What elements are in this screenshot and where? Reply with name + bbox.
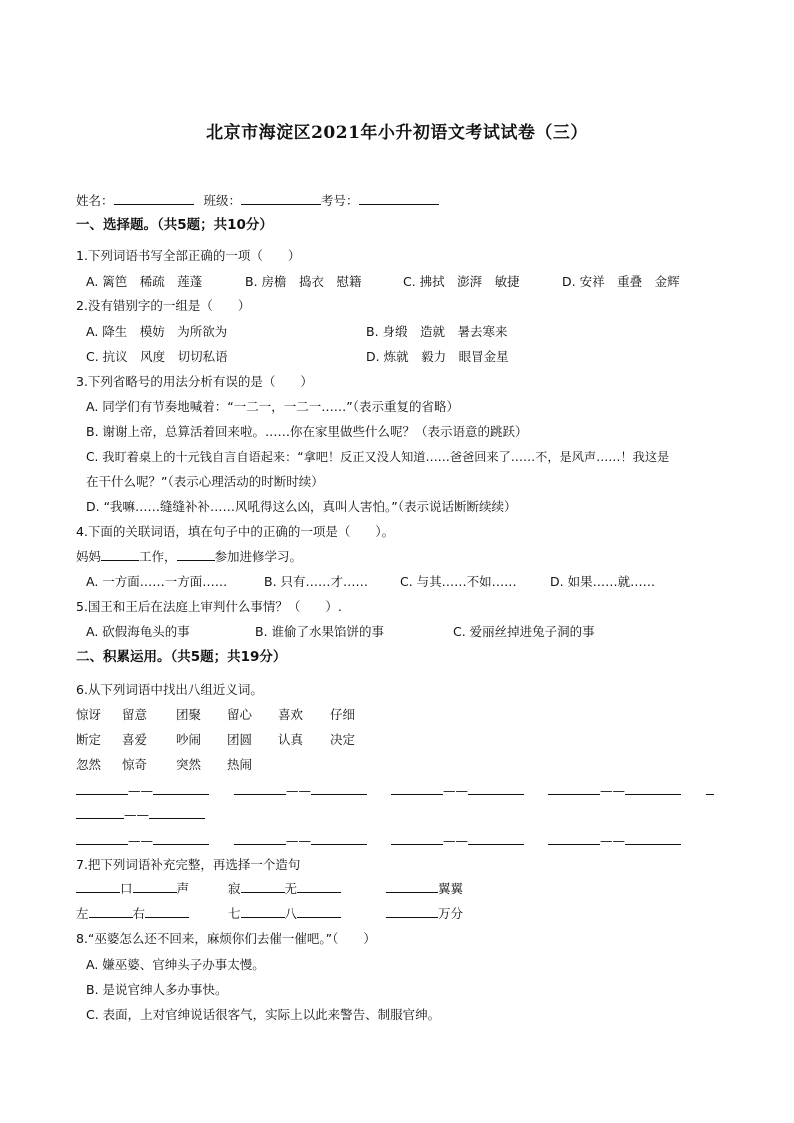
option-c[interactable]: C. 拂拭 澎湃 敏捷 [403,274,520,289]
option-c[interactable]: C. 表面，上对官绅说话很客气，实际上以此来警告、制服官绅。 [86,1007,441,1022]
option-d[interactable]: D. “我嘛……缝缝补补……风吼得这么凶，真叫人害怕。”（表示说话断断续续） [86,499,517,514]
student-info-row [76,192,439,210]
word-item: 认真 [278,732,304,747]
answer-pair[interactable]: —— [234,832,367,850]
idiom-blank[interactable]: 翼翼 [386,880,463,898]
word-item: 热闹 [227,757,253,772]
option-c[interactable]: C. 与其……不如…… [400,574,517,589]
word-item: 喜爱 [122,732,148,747]
class-label: 班级： [203,193,242,208]
section-heading: 一、选择题。（共5题；共10分） [76,217,273,233]
option-a[interactable]: A. 一方面……一方面…… [86,574,228,589]
question-stem: 7.把下列词语补充完整，再选择一个造句 [76,857,301,872]
word-item: 团聚 [176,707,202,722]
page-title: 北京市海淀区2021年小升初语文考试试卷（三） [206,123,588,143]
word-item: 惊奇 [122,757,148,772]
option-b[interactable]: B. 身缎 造就 暑去寒来 [366,324,508,339]
question-stem: 4.下面的关联词语，填在句子中的正确的一项是（ ）。 [76,524,395,539]
question-stem: 6.从下列词语中找出八组近义词。 [76,682,263,697]
word-item: 仔细 [330,707,356,722]
word-item: 留心 [227,707,253,722]
word-item: 忽然 [76,757,102,772]
option-c[interactable]: C. 抗议 风度 切切私语 [86,349,228,364]
word-item: 断定 [76,732,102,747]
answer-pair[interactable]: —— [76,782,209,800]
option-c[interactable]: C. 我盯着桌上的十元钱自言自语起来：“拿吧！反正又没人知道……爸爸回来了……不，是风声……！我这是 [86,450,670,464]
idiom-blank[interactable]: 口 声 [76,880,189,898]
class-blank[interactable] [241,192,321,205]
answer-pair[interactable]: —— [76,806,205,824]
option-b[interactable]: B. 房檐 捣衣 慰籍 [245,274,362,289]
number-blank[interactable] [359,192,439,205]
answer-pair[interactable]: —— [548,832,681,850]
idiom-blank[interactable]: 寂 无 [228,880,341,898]
question-stem: 8.“巫婆怎么还不回来，麻烦你们去催一催吧。”（ ） [76,931,376,946]
word-item: 团圆 [227,732,253,747]
word-item: 喜欢 [278,707,304,722]
fill-blank[interactable] [101,548,139,561]
option-a[interactable]: A. 篱笆 稀疏 莲蓬 [86,274,203,289]
fill-sentence: 妈妈 工作， 参加进修学习。 [76,549,303,564]
option-b[interactable]: B. 谢谢上帝，总算活着回来啦。……你在家里做些什么呢？（表示语意的跳跃） [86,424,528,439]
word-item: 突然 [176,757,202,772]
name-label: 姓名： [76,193,114,208]
word-item: 惊讶 [76,707,102,722]
option-b[interactable]: B. 只有……才…… [264,574,369,589]
option-c-continued: 在干什么呢？”（表示心理活动的时断时续） [86,474,324,489]
option-a[interactable]: A. 嫌巫婆、官绅头子办事太慢。 [86,957,265,972]
option-d[interactable]: D. 安祥 重叠 金辉 [562,274,680,289]
option-b[interactable]: B. 谁偷了水果馅饼的事 [255,624,385,639]
question-stem: 1.下列词语书写全部正确的一项（ ） [76,248,301,263]
option-d[interactable]: D. 如果……就…… [550,574,656,589]
option-d[interactable]: D. 炼就 毅力 眼冒金星 [366,349,509,364]
option-b[interactable]: B. 是说官绅人多办事快。 [86,982,228,997]
question-stem: 3.下列省略号的用法分析有误的是（ ） [76,374,313,389]
option-a[interactable]: A. 同学们有节奏地喊着：“一二一，一二一……”（表示重复的省略） [86,399,459,414]
answer-pair[interactable]: —— [548,782,681,800]
section-heading: 二、积累运用。（共5题；共19分） [76,649,287,665]
number-label: 考号： [321,193,359,208]
fill-blank[interactable] [177,548,215,561]
option-c[interactable]: C. 爱丽丝掉进兔子洞的事 [453,624,595,639]
question-stem: 2.没有错别字的一组是（ ） [76,298,251,313]
word-item: 吵闹 [176,732,202,747]
answer-pair[interactable]: —— [391,782,524,800]
word-item: 决定 [330,732,356,747]
name-blank[interactable] [114,192,194,205]
answer-blank[interactable] [706,782,714,800]
idiom-blank[interactable]: 左 右 [76,905,189,923]
option-a[interactable]: A. 砍假海龟头的事 [86,624,190,639]
question-stem: 5.国王和王后在法庭上审判什么事情？（ ）. [76,599,342,614]
option-a[interactable]: A. 降生 模妨 为所欲为 [86,324,228,339]
answer-pair[interactable]: —— [234,782,367,800]
word-item: 留意 [122,707,148,722]
idiom-blank[interactable]: 万分 [386,905,463,923]
idiom-blank[interactable]: 七 八 [228,905,341,923]
answer-pair[interactable]: —— [76,832,209,850]
answer-pair[interactable]: —— [391,832,524,850]
